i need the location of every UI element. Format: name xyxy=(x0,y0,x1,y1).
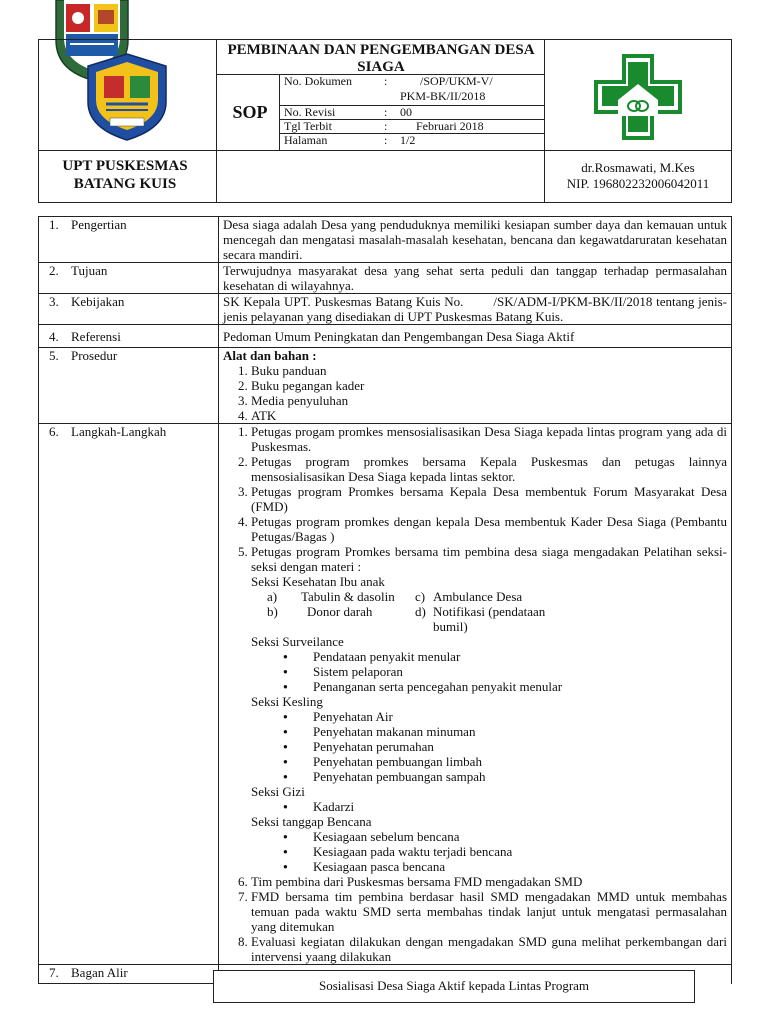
section-prosedur: 5. Prosedur Alat dan bahan : 1. Buku panduan 2. Buku pegangan kader 3. Media penyuluhan 4. ATK xyxy=(39,348,732,424)
seksi-kia: Seksi Kesehatan Ibu anak a) Tabulin & dasolin c) Ambulance Desa b) Donor darah d) Notifikasi (pendataan bumil) xyxy=(251,574,546,634)
section-referensi: 4. Referensi Pedoman Umum Peningkatan dan Pengembangan Desa Siaga Aktif xyxy=(39,325,732,348)
meta-row-revisi: No. Revisi : 00 xyxy=(280,106,544,120)
org-name: UPT PUSKESMAS BATANG KUIS xyxy=(62,158,188,192)
section-pengertian: 1. Pengertian Desa siaga adalah Desa yang penduduknya memiliki kesiapan sumber daya dan kemauan untuk mencegah dan mengatasi masalah-masalah kesehatan, bencana dan kegawatdaruratan kesehatan secara mandiri. xyxy=(39,217,732,263)
meta-row-dokumen: No. Dokumen : /SOP/UKM-V/ PKM-BK/II/2018 xyxy=(280,75,544,106)
puskesmas-cross-icon xyxy=(594,54,682,140)
prosedur-content: Alat dan bahan : 1. Buku panduan 2. Buku pegangan kader 3. Media penyuluhan 4. ATK xyxy=(219,348,732,424)
meta-row-terbit: Tgl Terbit : Februari 2018 xyxy=(280,120,544,134)
seksi-kesling: Seksi Kesling ● Penyehatan Air ● Penyehatan makanan minuman ● Penyehatan perumahan ● Penyehatan pembuangan limbah ● Penyehatan pembuangan sampah xyxy=(251,694,727,784)
signatory-nip: NIP. 196802232006042011 xyxy=(566,176,710,191)
flowchart-box-sosialisasi: Sosialisasi Desa Siaga Aktif kepada Lintas Program xyxy=(213,970,695,1003)
seksi-surveilance: Seksi Surveilance ● Pendataan penyakit menular ● Sistem pelaporan ● Penanganan serta pencegahan penyakit menular xyxy=(251,634,727,694)
meta-row-halaman: Halaman : 1/2 xyxy=(284,133,416,147)
sop-body-table xyxy=(38,216,732,984)
seksi-bencana: Seksi tanggap Bencana ● Kesiagaan sebelum bencana ● Kesiagaan pada waktu terjadi bencana ● Kesiagaan pasca bencana xyxy=(251,814,727,874)
document-title: PEMBINAAN DAN PENGEMBANGAN DESA SIAGA xyxy=(227,42,535,75)
seksi-gizi: Seksi Gizi ● Kadarzi xyxy=(251,784,727,814)
section-tujuan: 2. Tujuan Terwujudnya masyarakat desa yang sehat serta peduli dan tanggap terhadap permasalahan kesehatan di wilayahnya. xyxy=(39,263,732,294)
document-meta-table xyxy=(280,75,544,150)
section-bagan: 7. Bagan Alir xyxy=(39,965,732,984)
pengertian-text: Desa siaga adalah Desa yang penduduknya memiliki kesiapan sumber daya dan kemauan untuk mencegah dan mengatasi masalah-masalah kesehatan, bencana dan kegawatdaruratan kesehatan secara mandiri. xyxy=(219,217,732,263)
kebijakan-text: SK Kepala UPT. Puskesmas Batang Kuis No. /SK/ADM-I/PKM-BK/II/2018 tentang jenis-jenis pelayanan yang disediakan di UPT Puskesmas Batang Kuis. xyxy=(219,294,732,325)
signatory-name: dr.Rosmawati, M.Kes xyxy=(581,160,695,175)
sop-label: SOP xyxy=(232,102,268,122)
alat-bahan-list: 1. Buku panduan 2. Buku pegangan kader 3. Media penyuluhan 4. ATK xyxy=(223,363,727,423)
section-langkah: 6. Langkah-Langkah 1. Petugas progam promkes mensosialisasikan Desa Siaga kepada lintas program yang ada di Puskesmas. 2. Petugas program promkes bersama Kepala Puskesmas dan petugas lainnya mensosialisasikan Desa Siaga kepada lintas sektor. 3. Petugas program Promkes bersama Kepala Desa membentuk Forum Masyarakat Desa (FMD) 4. Petugas program promkes dengan kepala Desa membentuk Kader Desa Siaga (Pembantu Petugas/Bagas ) 5. Petugas program Promkes bersama tim pembina desa siaga mengadakan Pelatihan seksi-seksi dengan materi : Seksi Kesehatan Ibu anak a) Tabulin & dasolin c) Ambulance Desa b) Donor darah d) Notifikasi (pendataan bumil) Seksi Surveilance ● Pendataan penyakit menular ● Sistem pelaporan ● Penanganan serta pencegahan penyakit menular Seksi Kesling ● Penyehatan Air ● Penyehatan makanan minuman ● Penyehatan perumahan ● Penyehatan pembuangan limbah ● Penyehatan pembuangan sampah Seksi Gizi ● Kadarzi Seksi tanggap Bencana ● Kesiagaan sebelum bencana ● Kesiagaan pada waktu terjadi bencana ● Kesiagaan pasca bencana 6. Tim pembina dari Puskesmas bersama FMD mengadakan SMD 7. FMD bersama tim pembina berdasar hasil SMD mengadakan MMD untuk membahas temuan pada waktu SMD serta membahas tindak lanjut untuk mengatasi permasalahan yang ditemukan 8. Evaluasi kegiatan dilakukan dengan mengadakan SMD guna melihat perkembangan dari intervensi yaang dilakukan xyxy=(39,424,732,965)
langkah-steps-list: 1. Petugas progam promkes mensosialisasikan Desa Siaga kepada lintas program yang ada di Puskesmas. 2. Petugas program promkes bersama Kepala Puskesmas dan petugas lainnya mensosialisasikan Desa Siaga kepada lintas sektor. 3. Petugas program Promkes bersama Kepala Desa membentuk Forum Masyarakat Desa (FMD) 4. Petugas program promkes dengan kepala Desa membentuk Kader Desa Siaga (Pembantu Petugas/Bagas ) 5. Petugas program Promkes bersama tim pembina desa siaga mengadakan Pelatihan seksi-seksi dengan materi : Seksi Kesehatan Ibu anak a) Tabulin & dasolin c) Ambulance Desa b) Donor darah d) Notifikasi (pendataan bumil) Seksi Surveilance ● Pendataan penyakit menular ● Sistem pelaporan ● Penanganan serta pencegahan penyakit menular Seksi Kesling ● Penyehatan Air ● Penyehatan makanan minuman ● Penyehatan perumahan ● Penyehatan pembuangan limbah ● Penyehatan pembuangan sampah Seksi Gizi ● Kadarzi Seksi tanggap Bencana ● Kesiagaan sebelum bencana ● Kesiagaan pada waktu terjadi bencana ● Kesiagaan pasca bencana 6. Tim pembina dari Puskesmas bersama FMD mengadakan SMD 7. FMD bersama tim pembina berdasar hasil SMD mengadakan MMD untuk membahas temuan pada waktu SMD serta membahas tindak lanjut untuk mengatasi permasalahan yang ditemukan 8. Evaluasi kegiatan dilakukan dengan mengadakan SMD guna melihat perkembangan dari intervensi yaang dilakukan xyxy=(223,424,727,964)
section-kebijakan: 3. Kebijakan SK Kepala UPT. Puskesmas Batang Kuis No. /SK/ADM-I/PKM-BK/II/2018 tentang jenis-jenis pelayanan yang disediakan di UPT Puskesmas Batang Kuis. xyxy=(39,294,732,325)
tujuan-text: Terwujudnya masyarakat desa yang sehat serta peduli dan tanggap terhadap permasalahan kesehatan di wilayahnya. xyxy=(219,263,732,294)
langkah-content xyxy=(219,424,732,965)
referensi-text: Pedoman Umum Peningkatan dan Pengembangan Desa Siaga Aktif xyxy=(219,325,732,348)
